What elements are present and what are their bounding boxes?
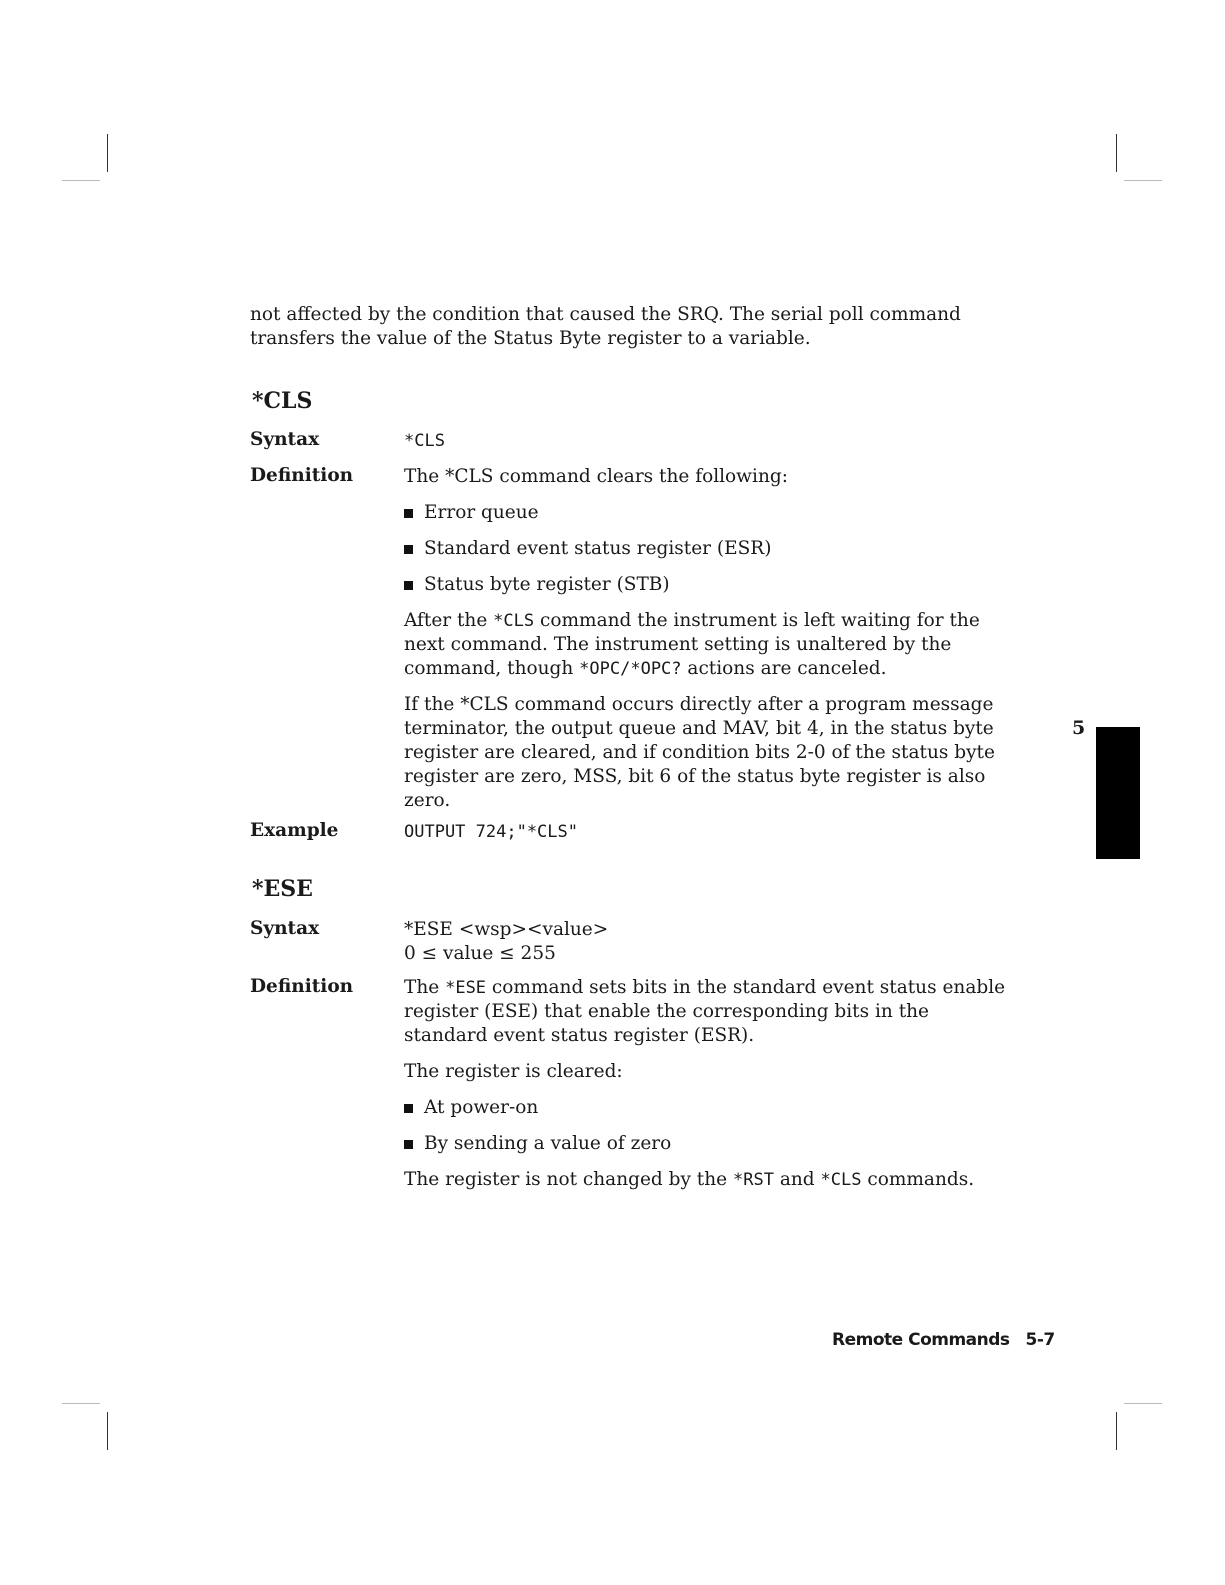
cls-paragraph-1: After the *CLS command the instrument is left waiting for the next command. The instrument setting is unaltered by the command, though *OPC/*OPC? actions are canceled. [404,610,980,679]
bullet-icon [404,1140,413,1149]
list-item: Status byte register (STB) [404,573,1014,597]
crop-line-top-left [62,180,100,181]
intro-line-1: not affected by the condition that caused the SRQ. The serial poll command [250,304,961,325]
footer-section: Remote Commands [832,1330,1010,1350]
bullet-icon [404,509,413,518]
footer-page-number: 5-7 [1025,1330,1055,1350]
page-footer [832,1330,1055,1350]
list-item: At power-on [404,1096,1014,1120]
crop-line-bottom-right [1124,1403,1162,1404]
cls-definition-label: Definition [250,465,354,486]
ese-last-paragraph: The register is not changed by the *RST and *CLS commands. [404,1169,975,1190]
cls-example-code: OUTPUT 724;"*CLS" [404,822,578,842]
chapter-tab [1096,727,1140,859]
bullet-icon [404,545,413,554]
crop-mark-bottom-left [107,1412,108,1450]
list-item: Standard event status register (ESR) [404,537,1014,561]
ese-syntax-line-2: 0 ≤ value ≤ 255 [404,943,556,964]
crop-mark-bottom-right [1116,1412,1117,1450]
ese-syntax [404,918,1014,966]
cls-syntax-code: *CLS [404,431,445,451]
crop-mark-top-left [107,134,108,172]
list-item: By sending a value of zero [404,1132,1014,1156]
ese-syntax-line-1: *ESE <wsp><value> [404,919,609,940]
crop-mark-top-right [1116,134,1117,172]
cls-definition-intro: The *CLS command clears the following: [404,466,788,487]
list-item: Error queue [404,501,1014,525]
cls-example [404,820,1014,844]
cls-definition [404,465,1014,825]
ese-syntax-label: Syntax [250,918,320,939]
cls-heading: *CLS [252,388,313,414]
ese-definition [404,976,1014,1204]
intro-line-2: transfers the value of the Status Byte register to a variable. [250,328,811,349]
ese-cleared-list [404,1096,1014,1156]
intro-paragraph [250,303,1010,351]
ese-cleared-intro: The register is cleared: [404,1061,623,1082]
cls-syntax-label: Syntax [250,429,320,450]
crop-line-top-right [1124,180,1162,181]
cls-example-label: Example [250,820,339,841]
ese-definition-label: Definition [250,976,354,997]
bullet-icon [404,581,413,590]
bullet-icon [404,1104,413,1113]
ese-definition-text: The *ESE command sets bits in the standard event status enable register (ESE) that enable the corresponding bits in the standard event status register (ESR). [404,977,1006,1046]
cls-syntax [404,429,1014,453]
cls-cleared-list [404,501,1014,597]
ese-heading: *ESE [252,876,313,902]
crop-line-bottom-left [62,1403,100,1404]
chapter-tab-number: 5 [1072,717,1086,739]
cls-paragraph-2: If the *CLS command occurs directly after a program message terminator, the output queue and MAV, bit 4, in the status byte register are cleared, and if condition bits 2-0 of the status byte register are zero, MSS, bit 6 of the status byte register is also zero. [404,694,995,811]
